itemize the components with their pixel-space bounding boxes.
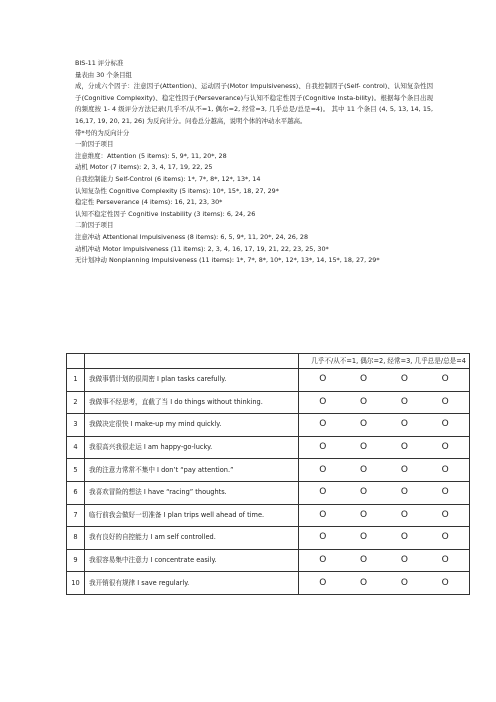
item-text-cell xyxy=(85,481,299,504)
option-3-radio[interactable]: O xyxy=(400,509,408,520)
option-4-radio[interactable]: O xyxy=(441,374,449,385)
header-cell-empty xyxy=(67,354,85,369)
option-4-radio[interactable]: O xyxy=(441,396,449,407)
item-number: 10 xyxy=(67,572,85,595)
rating-options xyxy=(299,391,470,414)
header-cell-empty xyxy=(85,354,299,369)
item-text-cell xyxy=(85,414,299,437)
item-number: 4 xyxy=(67,436,85,459)
rating-options xyxy=(299,414,470,437)
item-text: 我做决定很快 I make-up my mind quickly. xyxy=(89,420,222,429)
option-3-radio[interactable]: O xyxy=(400,487,408,498)
item-text: 我做事不经思考，直截了当 I do things without thinking. xyxy=(89,397,263,406)
item-text: 我开销很有规律 I save regularly. xyxy=(89,578,190,587)
item-number: 7 xyxy=(67,504,85,527)
option-4-radio[interactable]: O xyxy=(441,442,449,453)
rating-options xyxy=(299,527,470,550)
option-3-radio[interactable]: O xyxy=(400,555,408,566)
item-number: 1 xyxy=(67,369,85,392)
option-4-radio[interactable]: O xyxy=(441,577,449,588)
table-row xyxy=(67,459,470,482)
factor-line: 认知不稳定性因子 Cognitive Instability (3 items): 6, 24, 26 xyxy=(75,209,256,218)
option-2-radio[interactable]: O xyxy=(360,374,368,385)
item-number: 8 xyxy=(67,527,85,550)
scoring-text xyxy=(75,58,433,267)
option-1-radio[interactable]: O xyxy=(319,532,327,543)
item-text: 我喜欢冒险的想法 I have “racing” thoughts. xyxy=(89,488,227,497)
option-3-radio[interactable]: O xyxy=(400,374,408,385)
factor-line: 注意冲动 Attentional Impulsiveness (8 items): 6, 5, 9*, 11, 20*, 24, 26, 28 xyxy=(75,232,309,241)
table-row xyxy=(67,436,470,459)
item-text: 我有良好的自控能力 I am self controlled. xyxy=(89,533,216,542)
option-2-radio[interactable]: O xyxy=(360,577,368,588)
table-row xyxy=(67,549,470,572)
item-text-cell xyxy=(85,369,299,392)
option-4-radio[interactable]: O xyxy=(441,555,449,566)
option-2-radio[interactable]: O xyxy=(360,555,368,566)
table-row xyxy=(67,504,470,527)
option-3-radio[interactable]: O xyxy=(400,419,408,430)
item-text-cell xyxy=(85,436,299,459)
doc-description: 成，分成六个因子：注意因子(Attention)、运动因子(Motor Impulsiveness)、自我控制因子(Self- control)、认知复杂性因子(Cognitive Complexity)、稳定性因子(Perseverance)与认知不稳定性因子(Cognitive Insta-bility)。根据每个条目出现的频度按 1- 4 级评分方法记录(几乎不/从不=1, 偶尔=2, 经常=3, 几乎总是/总是=4)。 其中 11 个条目 (4, 5, 13, 14, 15, 16,17, 19, 20, 21, 26) 为反向计分。问卷总分越高，说明个体的冲动水平越高。 xyxy=(75,82,433,125)
table-row xyxy=(67,369,470,392)
table-row xyxy=(67,481,470,504)
rating-options xyxy=(299,436,470,459)
factor-line: 无计划冲动 Nonplanning Impulsiveness (11 items): 1*, 7*, 8*, 10*, 12*, 13*, 14, 15*, 18, 27, 29* xyxy=(75,256,380,265)
rating-options xyxy=(299,549,470,572)
factor-line: 自我控制能力 Self-Control (6 items): 1*, 7*, 8*, 12*, 13*, 14 xyxy=(75,174,261,183)
item-text: 临行前我会做好一切准备 I plan trips well ahead of time. xyxy=(89,510,265,519)
option-1-radio[interactable]: O xyxy=(319,487,327,498)
table-row xyxy=(67,414,470,437)
option-1-radio[interactable]: O xyxy=(319,509,327,520)
section-heading: 一阶因子项目 xyxy=(75,140,114,149)
item-text: 我做事情计划的很周密 I plan tasks carefully. xyxy=(89,375,227,384)
option-3-radio[interactable]: O xyxy=(400,464,408,475)
option-4-radio[interactable]: O xyxy=(441,532,449,543)
option-1-radio[interactable]: O xyxy=(319,374,327,385)
rating-options xyxy=(299,459,470,482)
item-text: 我很高兴我很走运 I am happy-go-lucky. xyxy=(89,443,213,452)
item-text-cell xyxy=(85,527,299,550)
option-1-radio[interactable]: O xyxy=(319,577,327,588)
item-text-cell xyxy=(85,572,299,595)
option-3-radio[interactable]: O xyxy=(400,532,408,543)
option-2-radio[interactable]: O xyxy=(360,442,368,453)
item-number: 6 xyxy=(67,481,85,504)
item-text: 我的注意力常常不集中 I don’t “pay attention.” xyxy=(89,465,234,474)
factor-line: 动机 Motor (7 items): 2, 3, 4, 17, 19, 22, 25 xyxy=(75,163,213,172)
doc-title: BIS-11 评分标准 xyxy=(75,59,124,67)
option-1-radio[interactable]: O xyxy=(319,419,327,430)
option-2-radio[interactable]: O xyxy=(360,419,368,430)
option-2-radio[interactable]: O xyxy=(360,509,368,520)
option-4-radio[interactable]: O xyxy=(441,487,449,498)
table-row xyxy=(67,572,470,595)
item-number: 3 xyxy=(67,414,85,437)
rating-options xyxy=(299,369,470,392)
item-number: 5 xyxy=(67,459,85,482)
option-2-radio[interactable]: O xyxy=(360,532,368,543)
factor-line: 动机冲动 Motor Impulsiveness (11 items): 2, 3, 4, 16, 17, 19, 21, 22, 23, 25, 30* xyxy=(75,244,329,253)
option-4-radio[interactable]: O xyxy=(441,464,449,475)
option-1-radio[interactable]: O xyxy=(319,464,327,475)
option-2-radio[interactable]: O xyxy=(360,396,368,407)
doc-line: 量表由 30 个条目组 xyxy=(75,70,132,79)
option-3-radio[interactable]: O xyxy=(400,442,408,453)
factor-line: 认知复杂性 Cognitive Complexity (5 items): 10*, 15*, 18, 27, 29* xyxy=(75,186,279,195)
option-4-radio[interactable]: O xyxy=(441,419,449,430)
section-heading: 二阶因子项目 xyxy=(75,221,114,230)
option-2-radio[interactable]: O xyxy=(360,464,368,475)
table-row xyxy=(67,391,470,414)
item-text-cell xyxy=(85,549,299,572)
table-header-row xyxy=(67,354,470,369)
item-text-cell xyxy=(85,459,299,482)
rating-options xyxy=(299,504,470,527)
item-text-cell xyxy=(85,391,299,414)
item-number: 9 xyxy=(67,549,85,572)
option-3-radio[interactable]: O xyxy=(400,396,408,407)
factor-line: 注意维度：Attention (5 items): 5, 9*, 11, 20*, 28 xyxy=(75,151,227,160)
scale-legend: 几乎不/从不=1, 偶尔=2, 经常=3, 几乎总是/总是=4 xyxy=(299,354,470,369)
option-2-radio[interactable]: O xyxy=(360,487,368,498)
doc-line: 带*号的为反向计分 xyxy=(75,128,130,137)
rating-options xyxy=(299,572,470,595)
factor-line: 稳定性 Perseverance (4 items): 16, 21, 23, 30* xyxy=(75,198,223,207)
item-text: 我很容易集中注意力 I concentrate easily. xyxy=(89,556,217,565)
questionnaire-table xyxy=(66,353,469,595)
table-row xyxy=(67,527,470,550)
option-1-radio[interactable]: O xyxy=(319,555,327,566)
option-4-radio[interactable]: O xyxy=(441,509,449,520)
item-text-cell xyxy=(85,504,299,527)
rating-options xyxy=(299,481,470,504)
option-1-radio[interactable]: O xyxy=(319,396,327,407)
option-3-radio[interactable]: O xyxy=(400,577,408,588)
option-1-radio[interactable]: O xyxy=(319,442,327,453)
item-number: 2 xyxy=(67,391,85,414)
